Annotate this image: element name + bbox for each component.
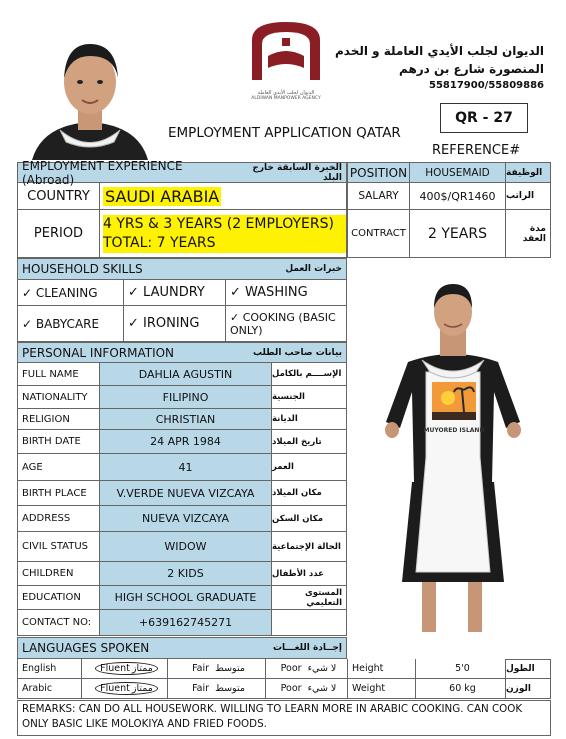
poor-text: Poor <box>280 663 302 674</box>
language-name: English <box>17 659 81 679</box>
reference-label: REFERENCE# <box>432 143 521 158</box>
attribute-label: Weight <box>347 679 415 699</box>
logo-english-text: ALDIWAN MANPOWER AGENCY <box>251 96 321 101</box>
portrait-photo <box>22 30 158 160</box>
salary-label: SALARY <box>347 183 409 210</box>
poor-option <box>265 659 347 679</box>
personal-label-ar: تاريخ الميلاد <box>271 430 347 454</box>
experience-header <box>17 158 347 187</box>
fair-text-ar: متوسط <box>215 663 245 674</box>
fluent-circle <box>95 682 158 695</box>
personal-value: 24 APR 1984 <box>99 430 271 454</box>
country-value: SAUDI ARABIA <box>105 186 220 206</box>
skill-laundry: ✓ LAUNDRY <box>123 280 225 306</box>
experience-label: EMPLOYMENT EXPERIENCE (Abroad) <box>22 158 183 187</box>
personal-value: WIDOW <box>99 532 271 562</box>
country-value-cell <box>99 183 347 210</box>
personal-label: BIRTH DATE <box>17 430 99 454</box>
salary-label-ar: الراتب <box>505 183 551 210</box>
personal-label-ar: الإســــم بالكامل <box>271 363 347 386</box>
personal-label-ar: المستوى التعليمي <box>271 586 347 610</box>
personal-label: CHILDREN <box>17 562 99 586</box>
personal-label-ar: بيانات صاحب الطلب <box>252 347 342 358</box>
contract-label-ar: مدة العقد <box>505 210 551 258</box>
apron-print: MUYORED ISLAND <box>423 427 485 434</box>
agency-logo <box>238 16 334 101</box>
personal-header <box>17 342 347 363</box>
position-label: POSITION <box>347 162 409 183</box>
personal-label: NATIONALITY <box>17 386 99 409</box>
fluent-option <box>81 659 167 679</box>
contract-label: CONTRACT <box>347 210 409 258</box>
country-label: COUNTRY <box>17 183 99 210</box>
attribute-value: 5'0 <box>415 659 505 679</box>
reference-box <box>440 103 528 133</box>
languages-header <box>17 637 347 659</box>
personal-value: HIGH SCHOOL GRADUATE <box>99 586 271 610</box>
personal-label-ar: مكان الميلاد <box>271 481 347 506</box>
personal-label-ar: الحالة الإجتماعية <box>271 532 347 562</box>
personal-label-ar: العمر <box>271 454 347 481</box>
poor-text: Poor <box>280 683 302 694</box>
skill-cooking: ✓ COOKING (BASIC ONLY) <box>225 306 347 342</box>
personal-label-ar: مكان السكن <box>271 506 347 532</box>
page-title: EMPLOYMENT APPLICATION QATAR <box>168 125 401 141</box>
fluent-text: Fluent <box>100 683 130 694</box>
personal-label: CONTACT NO: <box>17 610 99 636</box>
contract-value: 2 YEARS <box>409 210 505 258</box>
language-name: Arabic <box>17 679 81 699</box>
agency-name-arabic: الديوان لجلب الأيدي العاملة و الخدم <box>334 44 544 58</box>
attribute-label-ar: الطول <box>505 659 551 679</box>
personal-value: CHRISTIAN <box>99 409 271 430</box>
personal-label: FULL NAME <box>17 363 99 386</box>
personal-label-ar: الديانة <box>271 409 347 430</box>
fair-text: Fair <box>192 683 210 694</box>
agency-phones: 55817900/55809886 <box>429 80 544 91</box>
position-value: HOUSEMAID <box>409 162 505 183</box>
personal-label: RELIGION <box>17 409 99 430</box>
fluent-text-ar: ممتاز <box>131 663 153 674</box>
poor-text-ar: لا شيء <box>307 683 337 694</box>
personal-value: V.VERDE NUEVA VIZCAYA <box>99 481 271 506</box>
personal-label: PERSONAL INFORMATION <box>22 345 175 360</box>
position-label-ar: الوظيفة <box>505 162 551 183</box>
fair-text: Fair <box>192 663 210 674</box>
logo-arabic-text: الديوان لجلب الأيدي العاملة <box>257 90 315 96</box>
personal-label: AGE <box>17 454 99 481</box>
skill-washing: ✓ WASHING <box>225 280 347 306</box>
personal-label: CIVIL STATUS <box>17 532 99 562</box>
skill-babycare: ✓ BABYCARE <box>17 306 123 342</box>
personal-value: 2 KIDS <box>99 562 271 586</box>
skill-ironing: ✓ IRONING <box>123 306 225 342</box>
fluent-option <box>81 679 167 699</box>
remarks: REMARKS: CAN DO ALL HOUSEWORK. WILLING TO LEARN MORE IN ARABIC COOKING. CAN COOK ONLY BASIC LIKE MOLOKIYA AND FRIED FOODS. <box>17 700 551 736</box>
reference-code: QR - 27 <box>455 110 513 126</box>
languages-label-ar: إجــادة اللغـــات <box>272 643 342 653</box>
personal-label: EDUCATION <box>17 586 99 610</box>
personal-label-ar: الجنسية <box>271 386 347 409</box>
fair-option <box>167 659 265 679</box>
personal-value: 41 <box>99 454 271 481</box>
personal-label: BIRTH PLACE <box>17 481 99 506</box>
experience-label-ar: الخبرة السابقة خارج البلد <box>252 162 342 183</box>
period-value: 4 YRS & 3 YEARS (2 EMPLOYERS) TOTAL: 7 YEARS <box>103 215 346 253</box>
skills-header <box>17 258 347 280</box>
personal-value: +639162745271 <box>99 610 271 636</box>
personal-label-ar: عدد الأطفال <box>271 562 347 586</box>
fair-text-ar: متوسط <box>215 683 245 694</box>
agency-address-arabic: المنصورة شارع بن درهم <box>399 62 544 76</box>
personal-label: ADDRESS <box>17 506 99 532</box>
poor-option <box>265 679 347 699</box>
skills-label-ar: خبرات العمل <box>285 264 342 274</box>
personal-label-ar <box>271 610 347 636</box>
fluent-circle <box>95 662 158 675</box>
skills-label: HOUSEHOLD SKILLS <box>22 262 143 276</box>
personal-value: DAHLIA AGUSTIN <box>99 363 271 386</box>
poor-text-ar: لا شيء <box>307 663 337 674</box>
fair-option <box>167 679 265 699</box>
fluent-text: Fluent <box>100 663 130 674</box>
personal-value: NUEVA VIZCAYA <box>99 506 271 532</box>
salary-value: 400$/QR1460 <box>409 183 505 210</box>
period-value-cell <box>99 210 347 258</box>
attribute-label-ar: الوزن <box>505 679 551 699</box>
languages-label: LANGUAGES SPOKEN <box>22 641 150 655</box>
attribute-label: Height <box>347 659 415 679</box>
fluent-text-ar: ممتاز <box>131 683 153 694</box>
skill-cleaning: ✓ CLEANING <box>17 280 123 306</box>
period-label: PERIOD <box>17 210 99 258</box>
full-body-photo <box>368 272 538 642</box>
attribute-value: 60 kg <box>415 679 505 699</box>
personal-value: FILIPINO <box>99 386 271 409</box>
